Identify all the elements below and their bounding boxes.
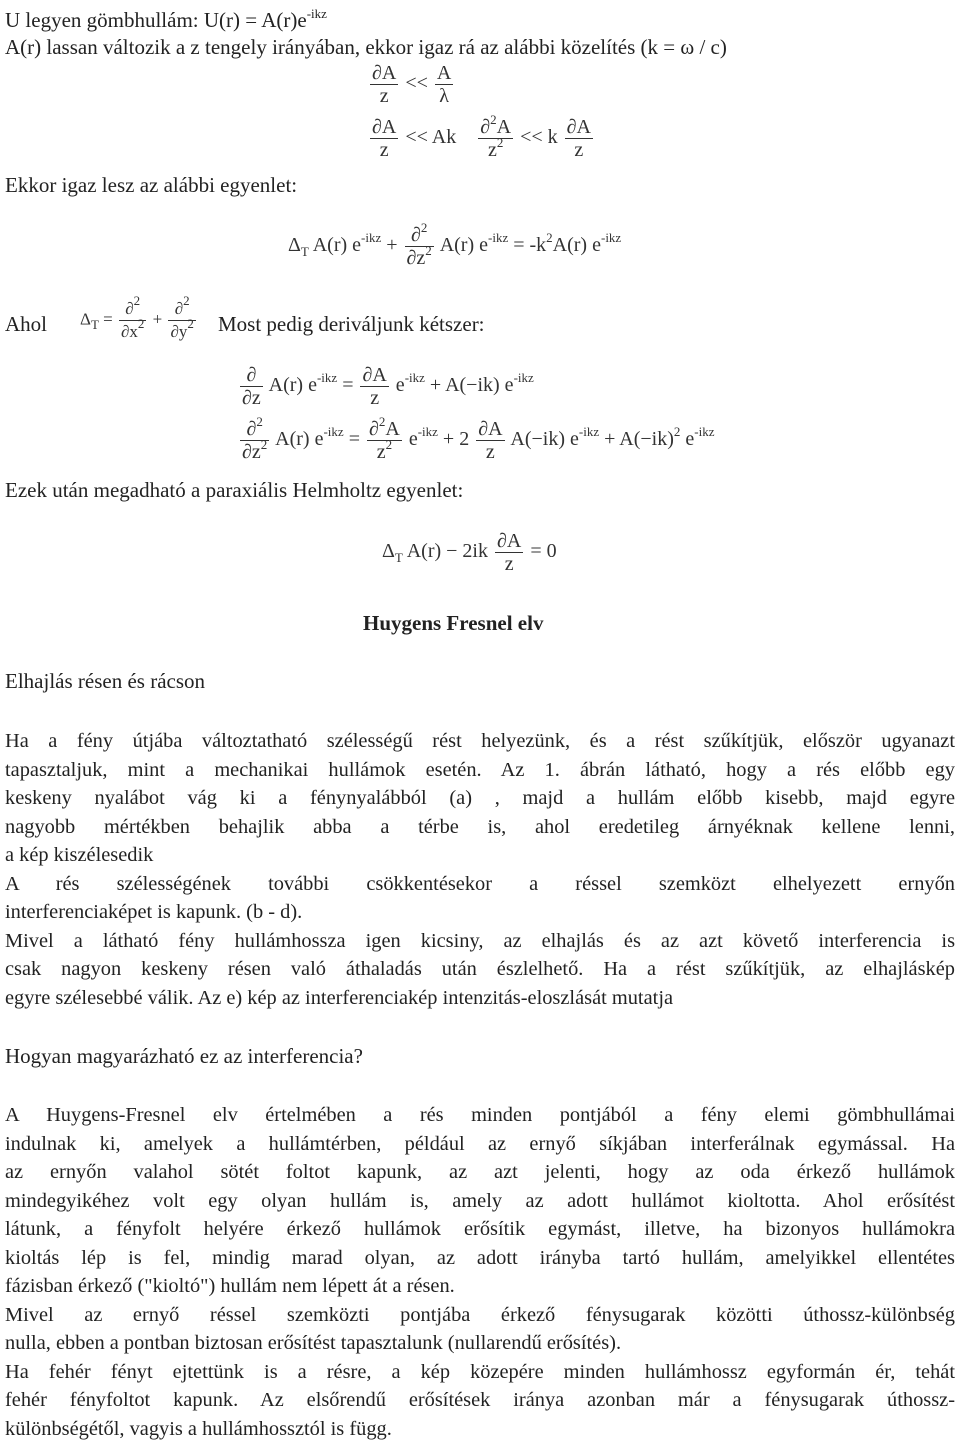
text-line: a kép kiszélesedik (5, 844, 154, 866)
text-line: mindegyikéhez volt egy olyan hullám is, amely az adott hullámot kioltotta. Ahol erősítést (5, 1189, 955, 1212)
label-ezek: Ezek után megadható a paraxiális Helmholtz egyenlet: (5, 478, 464, 502)
text-line: keskeny nyalábot vág ki a fénynyalábból (a) , majd a hullám előbb kisebb, majd egyre (5, 787, 955, 809)
text-line: látunk, a fényfolt helyére érkező hullámok erősítik egymást, illetve, ha bizonyos hullámokra (5, 1218, 955, 1240)
text-line: Mivel a látható fény hullámhossza igen kicsiny, az elhajlás és az azt követő interferencia is (5, 929, 955, 952)
text-line: kioltás lép is fel, mindig marad olyan, az adott irányba tartó hullám, amelyikkel ellentétes (5, 1246, 955, 1269)
intro-line-1: U legyen gömbhullám: $U(r) = A(r)e^{-ikz}$ (5, 6, 327, 32)
text-line: interferenciaképet is kapunk. (b - d). (5, 901, 303, 923)
intro-line-2: A(r) lassan változik a z tengely irányában, ekkor igaz rá az alábbi közelítés (k = ω / c) (5, 35, 727, 59)
equation-laplacian: $\Delta_T$ = $\frac{\partial^2}{\partial x^2}$ + $\frac{\partial^2}{\partial y^2}$ (80, 293, 194, 341)
label-ahol: Ahol (5, 312, 47, 336)
text-line: különbségétől, vagyis a hullámhossztól is függ. (5, 1417, 392, 1440)
label-most: Most pedig deriváljunk kétszer: (218, 312, 485, 336)
text-line: indulnak ki, amelyek a hullámtérben, például az ernyő síkjában interferálnak egymással. Ha (5, 1132, 955, 1155)
text-line: az ernyőn valahol sötét foltot kapunk, az azt jelenti, hogy az oda érkező hullámok (5, 1161, 955, 1183)
label-ekkor: Ekkor igaz lesz az alábbi egyenlet: (5, 173, 298, 197)
equation-approx-1: $\frac{\partial A}{z}$ << $\frac{A}{\lambda}$ (372, 62, 452, 107)
text-line: fázisban érkező ("kioltó") hullám nem lépett át a résen. (5, 1275, 455, 1297)
text-line: egyre szélesebbé válik. Az e) kép az interferenciakép intenzitás-eloszlását mutatja (5, 986, 674, 1009)
text-line: nulla, ebben a pontban biztosan erősítést tapasztalunk (nullarendű erősítés). (5, 1332, 622, 1354)
heading-huygens-fresnel: Huygens Fresnel elv (363, 611, 544, 635)
equation-derivative-2: $\frac{\partial^2}{\partial z^2}$ A(r) $e^{-ikz}$ = $\frac{\partial^2A}{z^2}$ $e^{-ikz} + 2$ $\frac{\partial A}{z}$ A(−ik) $e^{-ikz} + A(-ik)^2$ $e^{-ikz}$ (242, 414, 715, 463)
equation-approx-2: $\frac{\partial A}{z}$ << Ak $\frac{\partial^2A}{z^2}$ << k $\frac{\partial A}{z}$ (372, 112, 591, 161)
label-elhajlas: Elhajlás résen és rácson (5, 669, 206, 693)
text-line: nagyobb mértékben behajlik abba a térbe is, ahol eredetileg árnyéknak kellene lenni, (5, 815, 955, 838)
equation-derivative-1: $\frac{\partial}{\partial z}$ A(r) $e^{-ikz}$ = $\frac{\partial A}{z}$ $e^{-ikz} + A(-ik)$ $e^{-ikz}$ (242, 364, 534, 409)
text-line: fehér fényfoltot kapunk. Az elsőrendű erősítések iránya azonban már a fénysugarak úthossz- (5, 1389, 955, 1411)
text-line: Ha a fény útjába változtatható szélességű rést helyezünk, és a rést szűkítjük, először ugyanazt (5, 730, 955, 752)
text-line: tapasztaljuk, mint a mechanikai hullámok esetén. Az 1. ábrán látható, hogy a rés előbb egy (5, 758, 955, 781)
equation-helmholtz: $\Delta_T$ A(r) $e^{-ikz}$ + $\frac{\partial^2}{\partial z^2}$ A(r) $e^{-ikz} = -k^2A(r)$ $e^{-ikz}$ (288, 220, 622, 269)
text-line: Mivel az ernyő réssel szemközti pontjába érkező fénysugarak közötti úthossz-különbség (5, 1303, 955, 1326)
text-line: csak nagyon keskeny résen való áthaladás után észlelhető. Ha a rést szűkítjük, az elhajláskép (5, 958, 955, 980)
equation-paraxial: $\Delta_T$ A(r) − 2ik $\frac{\partial A}{z}$ = 0 (382, 530, 557, 575)
text-line: A Huygens-Fresnel elv értelmében a rés minden pontjából a fény elemi gömbhullámai (5, 1104, 955, 1126)
text-line: A rés szélességének további csökkentésekor a réssel szemközt elhelyezett ernyőn (5, 872, 955, 895)
text-line: Ha fehér fényt ejtettünk is a résre, a kép közepére minden hullámhossz egyformán ér, tehát (5, 1360, 955, 1383)
question: Hogyan magyarázható ez az interferencia? (5, 1044, 363, 1068)
paragraph-diffraction (5, 727, 955, 1012)
paragraph-huygens-fresnel (5, 1101, 955, 1443)
